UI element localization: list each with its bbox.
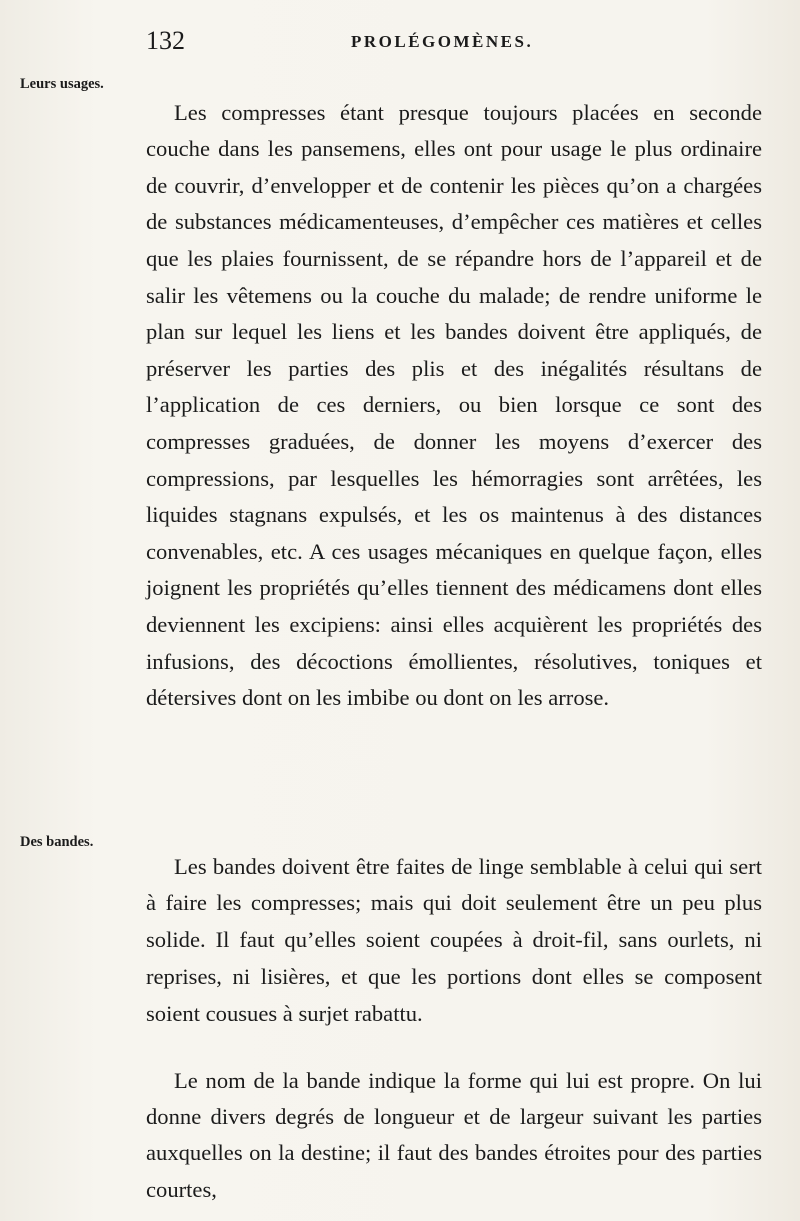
page-header bbox=[146, 26, 760, 60]
running-head: PROLÉGOMÈNES. bbox=[351, 32, 534, 51]
page-number: 132 bbox=[146, 26, 185, 55]
margin-note-usages: Leurs usages. bbox=[20, 76, 104, 92]
paragraph-bandes-forme: Le nom de la bande indique la forme qui lui est propre. On lui donne divers degrés de longueur et de largeur suivant les parties auxquelles on la destine; il faut des bandes étroites pour des parties courtes, bbox=[146, 1067, 762, 1202]
paragraph-compresses-usages: Les compresses étant presque toujours placées en seconde couche dans les pansemens, elles ont pour usage le plus ordinaire de couvrir, d’envelopper et de contenir les pièces qu’on a chargées de substances médicamenteuses, d’empêcher ces matières et celles que les plaies fournissent, de se répandre hors de l’appareil et de salir les vêtemens ou la couche du malade; de rendre uniforme le plan sur lequel les liens et les bandes doivent être appliqués, de préserver les parties des plis et des inégalités résultans de l’application de ces derniers, ou bien lorsque ce sont des compresses graduées, de donner les moyens d’exercer des compressions, par lesquelles les hémorragies sont arrêtées, les liquides stagnans expulsés, et les os maintenus à des distances convenables, etc. A ces usages mécaniques en quelque façon, elles joignent les propriétés qu’elles tiennent des médicamens dont elles deviennent les excipiens: ainsi elles acquièrent les propriétés des infusions, des décoctions émollientes, résolutives, toniques et détersives dont on les imbibe ou dont on les arrose. bbox=[146, 99, 762, 711]
margin-note-bandes: Des bandes. bbox=[20, 834, 94, 850]
paragraph-bandes-material: Les bandes doivent être faites de linge semblable à celui qui sert à faire les compresses; mais qui doit seulement être un peu plus solide. Il faut qu’elles soient coupées à droit-fil, sans ourlets, ni reprises, ni lisières, et que les portions dont elles se composent soient cousues à surjet rabattu. bbox=[146, 853, 762, 1026]
